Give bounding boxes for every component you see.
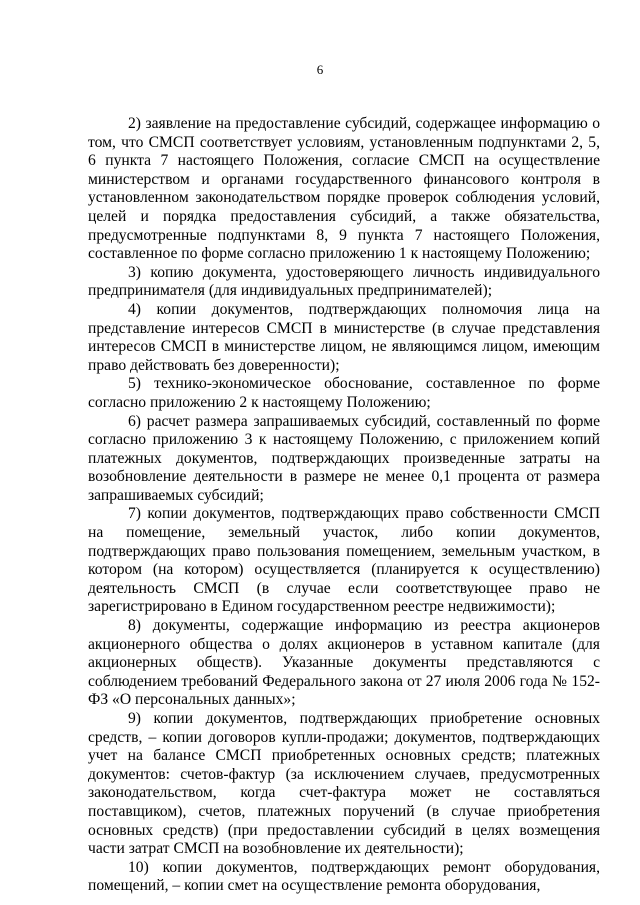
paragraph-item-9: 9) копии документов, подтверждающих приобретение основных средств, – копии договоров купли-продажи; документов, подтверждающих учет на балансе СМСП приобретенных основных средств; платежных документов: счетов-фактур (за исключением случаев, предусмотренных законодательством, когда счет-фактура может не составляться поставщиком), счетов, платежных поручений (в случае приобретения основных средств) (при предоставлении субсидий в целях возмещения части затрат СМСП на возобновление их деятельности); [88,710,600,858]
paragraph-item-2: 2) заявление на предоставление субсидий, содержащее информацию о том, что СМСП соответствует условиям, установленным подпунктами 2, 5, 6 пункта 7 настоящего Положения, согласие СМСП на осуществление министерством и органами государственного финансового контроля в установленном законодательством порядке проверок соблюдения условий, целей и порядка предоставления субсидий, а также обязательства, предусмотренные подпунктами 8, 9 пункта 7 настоящего Положения, составленное по форме согласно приложению 1 к настоящему Положению; [88,115,600,263]
paragraph-item-8: 8) документы, содержащие информацию из реестра акционеров акционерного общества о долях акционеров в уставном капитале (для акционерных обществ). Указанные документы представляются с соблюдением требований Федерального закона от 27 июля 2006 года № 152-ФЗ «О персональных данных»; [88,617,600,709]
paragraph-item-4: 4) копии документов, подтверждающих полномочия лица на представление интересов СМСП в министерстве (в случае представления интересов СМСП в министерстве лицом, не являющимся лицом, имеющим право действовать без доверенности); [88,300,600,374]
paragraph-item-6: 6) расчет размера запрашиваемых субсидий, составленный по форме согласно приложению 3 к настоящему Положению, с приложением копий платежных документов, подтверждающих произведенные затраты на возобновление деятельности в размере не менее 0,1 процента от размера запрашиваемых субсидий; [88,412,600,504]
paragraph-item-3: 3) копию документа, удостоверяющего личность индивидуального предпринимателя (для индивидуальных предпринимателей); [88,263,600,300]
paragraph-item-7: 7) копии документов, подтверждающих право собственности СМСП на помещение, земельный участок, либо копии документов, подтверждающих право пользования помещением, земельным участком, в котором (на котором) осуществляется (планируется к осуществлению) деятельность СМСП (в случае если соответствующее право не зарегистрировано в Едином государственном реестре недвижимости); [88,505,600,616]
paragraph-item-5: 5) технико-экономическое обоснование, составленное по форме согласно приложению 2 к настоящему Положению; [88,375,600,411]
paragraph-item-10: 10) копии документов, подтверждающих ремонт оборудования, помещений, – копии смет на осуществление ремонта оборудования, [88,858,600,895]
document-body [88,115,600,896]
page-number: 6 [316,62,324,77]
